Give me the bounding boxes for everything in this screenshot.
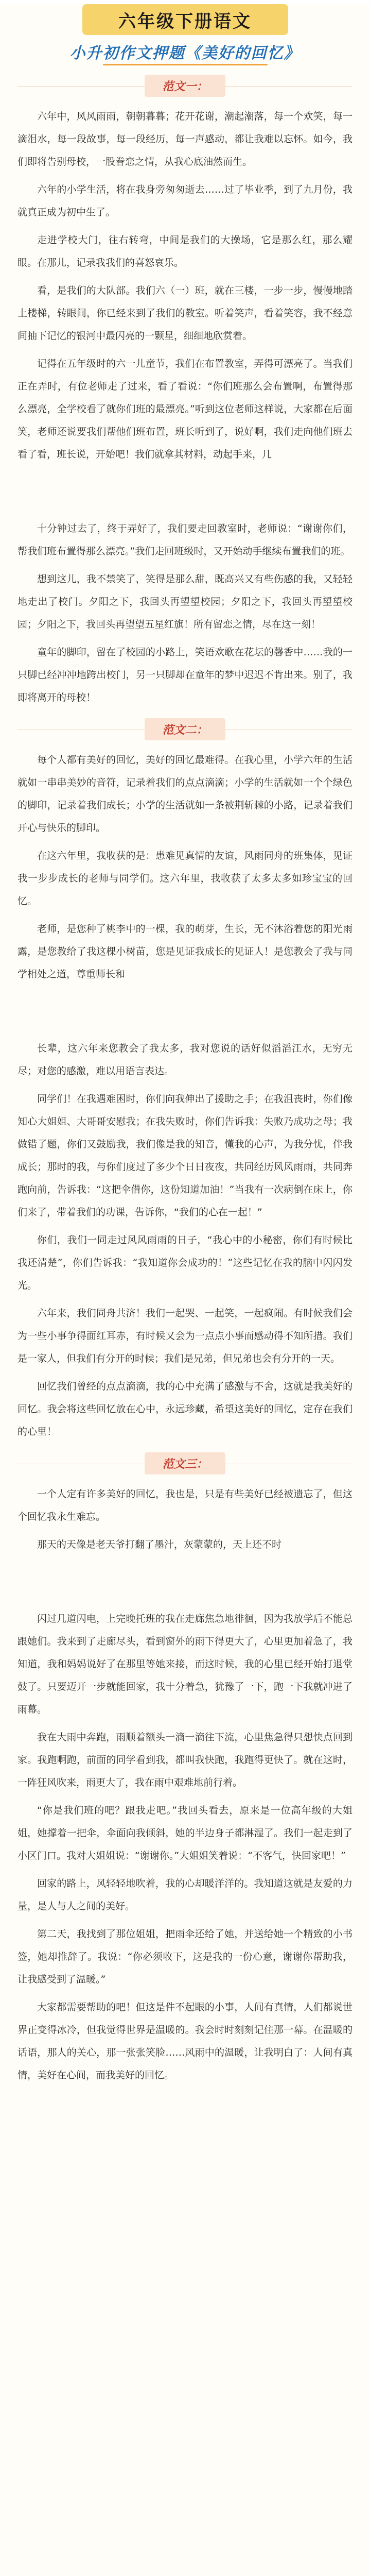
paragraph: 在这六年里，我收获的是：患难见真情的友谊，风雨同舟的班集体，见证我一步步成长的老师与同学们。这六年里，我收获了太多太多如珍宝宝的回忆。	[17, 850, 353, 907]
paragraph: 记得在五年级时的六一儿童节，我们在布置教室，弄得可漂亮了。当我们正在弄时，有位老师走了过来，看了看说：“你们班那么会布置啊，布置得那么漂亮，全学校看了就你们班的最漂亮。”听到这位老师这样说，大家都在后面笑，老师还说要我们帮他们班布置，班长听到了，说好啊，我们走向他们班去看了看，班长说，开始吧！我们就拿其材料，动起手来，几	[17, 358, 353, 460]
spacer	[17, 471, 353, 517]
paragraph: 那天的天像是老天爷打翻了墨汁，灰蒙蒙的，天上还不时	[37, 1539, 282, 1550]
paragraph: 六年中，风风雨雨，朝朝暮暮；花开花谢，潮起潮落，每一个欢笑，每一滴泪水，每一段故事，每一段经历，每一声感动，都让我难以忘怀。如今，我们即将告别母校，一股眷恋之情，从我心底油然而生。	[17, 111, 353, 167]
paragraph: “你是我们班的吧？跟我走吧。”我回头看去，原来是一位高年级的大姐姐，她撑着一把伞，伞面向我倾斜，她的半边身子都淋湿了。我们一起走到了小区门口。我对大姐姐说：“谢谢你。”大姐姐笑着说：“不客气，快回家吧！”	[17, 1805, 353, 1861]
paragraph: 十分钟过去了，终于弄好了，我们要走回教室时，老师说：“谢谢你们，帮我们班布置得那么漂亮。”我们走回班级时，又开始动手继续布置我们的班。	[17, 523, 353, 557]
paragraph: 每个人都有美好的回忆，美好的回忆最难得。在我心里，小学六年的生活就如一串串美妙的音符，记录着我们的点点滴滴；小学的生活就如一个个绿色的脚印，记录着我们成长；小学的生活就如一条被荆斩棘的小路，记录着我们开心与快乐的脚印。	[17, 754, 353, 834]
essay-3-badge: 范文三：	[145, 1452, 225, 1475]
essay-3-header	[17, 1452, 353, 1475]
paragraph: 回忆我们曾经的点点滴滴，我的心中充满了感激与不舍，这就是我美好的回忆。我会将这些回忆放在心中，永远珍藏，希望这美好的回忆，定存在我们的心里！	[17, 1381, 353, 1437]
paragraph: 你们，我们一同走过风风雨雨的日子，“我心中的小秘密，你们有时候比我还清楚”，你们告诉我：“我知道你会成功的！”这些记忆在我的脑中闪闪发光。	[17, 1234, 353, 1291]
spacer	[17, 991, 353, 1037]
paragraph: 闪过几道闪电，上完晚托班的我在走廊焦急地徘徊，因为我放学后不能总跟她们。我来到了走廊尽头，看到窗外的雨下得更大了，心里更加着急了，我知道，我和妈妈说好了在那里等她来接，而这时候，我的心里已经开始打退堂鼓了。只要迈开一步就能回家，我十分着急，犹豫了一下，跑一下我就冲进了雨幕。	[17, 1613, 353, 1715]
paragraph: 六年的小学生活，将在我身旁匆匆逝去……过了毕业季，到了九月份，我就真正成为初中生了。	[17, 184, 353, 218]
paragraph: 童年的脚印，留在了校园的小路上，笑语欢歌在花坛的馨香中……我的一只脚已经冲冲地跨出校门，另一只脚却在童年的梦中迟迟不肯出来。别了，我即将离开的母校！	[17, 647, 353, 703]
page	[0, 4, 370, 2576]
paragraph: 六年来，我们同舟共济！我们一起哭、一起笑，一起疯闹。有时候我们会为一些小事争得面红耳赤，有时候又会为一点点小事而感动得不知所措。我们是一家人，但我们有分开的时候；我们是兄弟，但兄弟也会有分开的一天。	[17, 1308, 353, 1364]
paragraph: 走进学校大门，往右转弯，中间是我们的大操场，它是那么红，那么耀眼。在那儿，记录我我们的喜怒哀乐。	[17, 234, 353, 268]
essay-2	[17, 718, 353, 1443]
page-title: 六年级下册语文	[118, 11, 252, 32]
paragraph: 看，是我们的大队部。我们六（一）班，就在三楼，一步一步，慢慢地踏上楼梯，转眼间，你已经来到了我们的教室。听着笑声，看着笑容，我不经意间抽下记忆的银河中最闪亮的一颗星，细细地欣赏着。	[17, 285, 353, 342]
paragraph: 大家都需要帮助的吧！但这是件不起眼的小事，人间有真情，人们都说世界正变得冰冷，但我觉得世界是温暖的。我会时时刻刻记住那一幕。在温暖的话语，那人的关心，那一张张笑脸……风雨中的温暖，让我明白了：人间有真情，美好在心间，而我美好的回忆。	[17, 2002, 353, 2081]
paragraph: 回家的路上，风轻轻地吹着，我的心却暖洋洋的。我知道这就是友爱的力量，是人与人之间的美好。	[17, 1878, 353, 1912]
paragraph: 一个人定有许多美好的回忆，我也是，只是有些美好已经被遗忘了，但这个回忆我永生难忘。	[17, 1488, 353, 1522]
essay-1	[17, 75, 353, 709]
paragraph: 同学们！在我遇难困时，你们向我伸出了援助之手；在我沮丧时，你们像知心大姐姐、大哥哥安慰我；在我失败时，你们告诉我：失败乃成功之母；我做错了题，你们又鼓励我，我们像是我的知音，懂我的心声，为我分忧，伴我成长；那时的我，与你们度过了多少个日日夜夜，共同经历风风雨雨，共同奔跑向前，告诉我：“这把伞借你，这份知道加油！”当我有一次病倒在床上，你们来了，带着我们的功课，告诉你，“我们的心在一起！”	[17, 1093, 353, 1218]
essay-1-badge: 范文一：	[145, 75, 225, 97]
spacer	[17, 1561, 353, 1607]
paragraph: 我在大雨中奔跑，雨顺着额头一滴一滴往下流，心里焦急得只想快点回到家。我跑啊跑，前面的同学看到我，都叫我快跑，我跑得更快了。就在这时，一阵狂风吹来，雨更大了，我在雨中艰难地前行着。	[17, 1732, 353, 1788]
paragraph: 长辈，这六年来您教会了我太多，我对您说的话好似滔滔江水，无穷无尽；对您的感激，难以用语言表达。	[17, 1043, 353, 1077]
page-subtitle: 小升初作文押题《美好的回忆》	[69, 44, 301, 62]
paragraph: 老师，是您种了桃李中的一棵，我的萌芽，生长，无不沐浴着您的阳光雨露，是您教给了我这棵小树苗，您是见证我成长的见证人！是您教会了我与同学相处之道，尊重师长和	[17, 923, 353, 980]
essay-1-header	[17, 75, 353, 97]
essay-2-header	[17, 718, 353, 740]
essay-3	[17, 1452, 353, 2087]
paragraph: 第二天，我找到了那位姐姐，把雨伞还给了她，并送给她一个精致的小书签，她却推辞了。我说：“你必须收下，这是我的一份心意，谢谢你帮助我，让我感受到了温暖。”	[17, 1928, 353, 1985]
essay-2-badge: 范文二：	[145, 718, 225, 740]
title-banner	[82, 4, 288, 35]
paragraph: 想到这儿，我不禁笑了，笑得是那么甜，既高兴又有些伤感的我，又轻轻地走出了校门。夕阳之下，我回头再望望校园；夕阳之下，我回头再望望校园；夕阳之下，我回头再望望五星红旗！所有留恋之情，尽在这一刻！	[17, 573, 353, 630]
subtitle-underline	[103, 64, 268, 65]
